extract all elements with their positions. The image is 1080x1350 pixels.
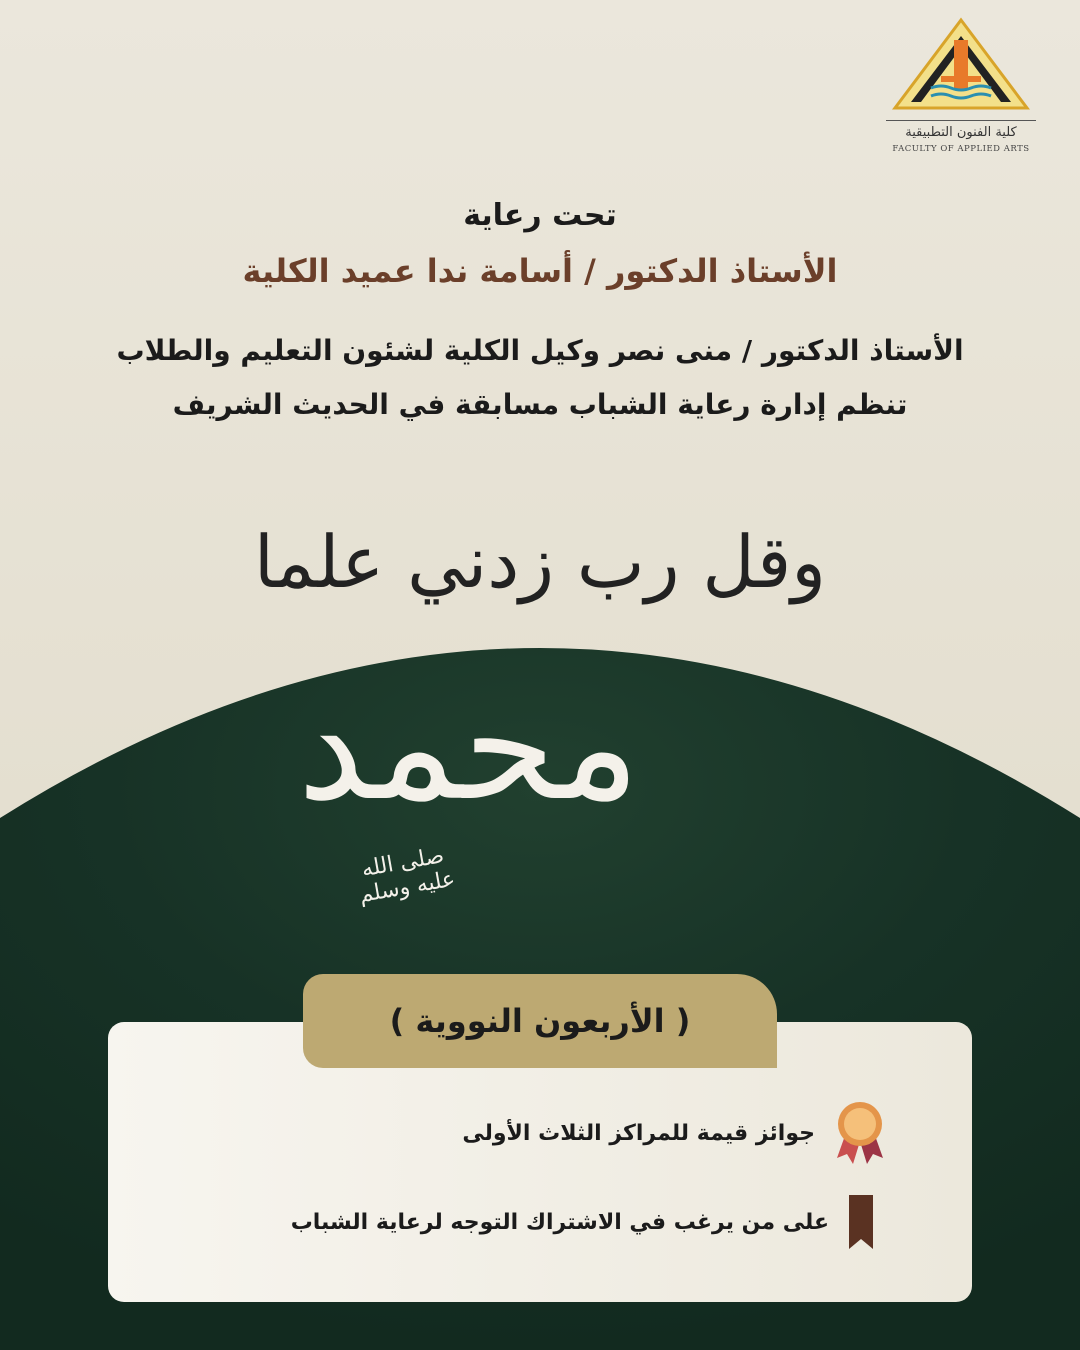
competition-title-tab xyxy=(303,974,777,1068)
benha-university-emblem-icon xyxy=(891,16,1031,116)
muhammad-calligraphy: محمد xyxy=(297,660,640,834)
list-item-text: على من يرغب في الاشتراك التوجه لرعاية الشباب xyxy=(290,1209,829,1235)
patronage-label: تحت رعاية xyxy=(463,198,617,233)
salutation-calligraphy: صلى الله عليه وسلم xyxy=(357,843,458,909)
list-item-text: جوائز قيمة للمراكز الثلاث الأولى xyxy=(462,1120,815,1146)
list-item xyxy=(462,1100,885,1166)
competition-title: ( الأربعون النووية ) xyxy=(389,1002,691,1040)
logo-english-text: FACULTY OF APPLIED ARTS xyxy=(892,144,1030,154)
list-item xyxy=(291,1195,873,1249)
vice-dean-line: الأستاذ الدكتور / منى نصر وكيل الكلية لشئون التعليم والطلاب xyxy=(116,334,964,367)
bookmark-icon xyxy=(849,1195,873,1249)
announcement-line: تنظم إدارة رعاية الشباب مسابقة في الحديث الشريف xyxy=(172,388,908,421)
logo-arabic-text: كلية الفنون التطبيقية xyxy=(886,120,1036,140)
award-ribbon-icon xyxy=(835,1100,885,1166)
dean-name: الأستاذ الدكتور / أسامة ندا عميد الكلية xyxy=(242,252,838,290)
faculty-logo xyxy=(886,16,1036,154)
verse-calligraphy: وقل رب زدني علما xyxy=(253,520,827,604)
